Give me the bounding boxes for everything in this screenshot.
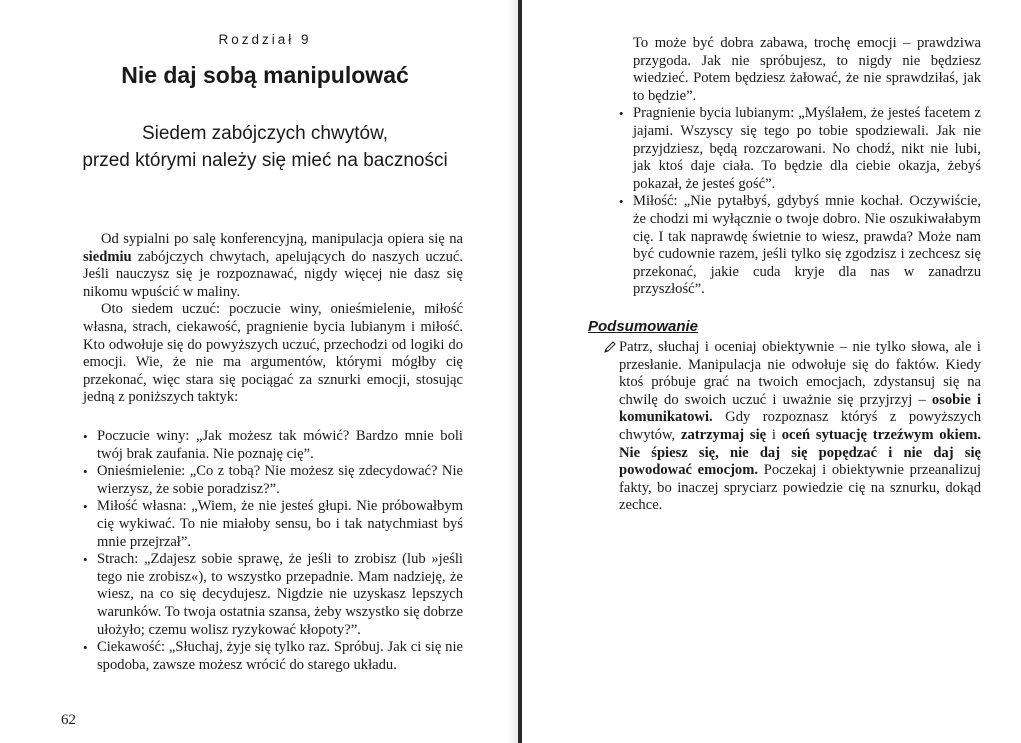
summary-bold-1: osobie i komunikatowi. <box>619 391 981 426</box>
right-page <box>522 0 1021 743</box>
intro-p1-before: Od sypialni po salę konferencyjną, manipulacja opiera się na <box>101 231 463 247</box>
summary-part-4: Poczekaj i obiektywnie przeanalizuj fakty, bo inaczej spryciarz powiedzie cię na sznurku, dokąd zechce. <box>619 462 981 514</box>
chapter-label: Rozdział 9 <box>218 32 312 47</box>
summary-part-2: Gdy rozpoznasz któryś z powyższych chwytów, <box>619 409 981 443</box>
intro-text <box>83 231 463 407</box>
pencil-icon <box>603 340 617 354</box>
list-item <box>83 639 463 674</box>
intro-paragraph-2: Oto siedem uczuć: poczucie winy, onieśmielenie, miłość własna, strach, ciekawość, pragnienie bycia lubianym i miłość. Kto odwołuje się do powyższych uczuć, przechodzi od logiki do emocji. Wie, że nie ma argumentów, którymi mógłby cię przekonać, więc stara się pociągać za sznurki emocji, stosując jedną z poniższych taktyk: <box>83 301 463 406</box>
continuation-text: To może być dobra zabawa, trochę emocji – prawdziwa przygoda. Jak nie spróbujesz, to nigdy nie będziesz wiedzieć. Potem będziesz żałować, że nie sprawdziłaś, jak to będzie”. <box>633 35 981 104</box>
list-item-text: Strach: „Zdajesz sobie sprawę, że jeśli to zrobisz (lub »jeśli tego nie zrobisz«), to wszystko przepadnie. Mam nadzieję, że wiesz, na co się decydujesz. Nigdzie nie uzyskasz lepszych warunków. To twoja ostatnia szansa, żeby wszystko się dobrze ułożyło; czemu wolisz ryzykować kłopoty?”. <box>97 551 463 638</box>
list-item <box>83 463 463 498</box>
subtitle-line-2: przed którymi należy się mieć na baczności <box>82 150 448 171</box>
chapter-subtitle <box>50 120 480 174</box>
list-item-text: Onieśmielenie: „Co z tobą? Nie możesz się zdecydować? Nie wierzysz, że sobie poradzisz?”. <box>97 463 463 497</box>
list-item-text: Pragnienie bycia lubianym: „Myślałem, że jesteś facetem z jajami. Wszyscy się tego po tobie spodziewali. Jak nie przyjdziesz, będą rozczarowani. No chodź, nikt nie lubi, jak ktoś daje ciała. To będzie dla ciebie okazja, żebyś pokazał, że jesteś gość”. <box>633 105 981 192</box>
bullet-icon: • <box>83 464 88 480</box>
summary-text <box>603 339 981 515</box>
list-item-text: Miłość: „Nie pytałbyś, gdybyś mnie kochał. Oczywiście, że chodzi mi wyłącznie o twoje dobro. Nie oszukiwałabym cię. I tak naprawdę świetnie to wiesz, prawda? Może nam być cudownie razem, jeśli tylko się zgodzisz i zechcesz się przekonać, jakie cuda kryje dla nas w zanadrzu przyszłość”. <box>633 193 981 298</box>
summary-part-3: i <box>766 426 782 443</box>
list-item-text: Ciekawość: „Słuchaj, żyje się tylko raz. Spróbuj. Jak ci się nie spodoba, zawsze możesz wrócić do starego układu. <box>97 639 463 673</box>
summary-bold-2: zatrzymaj się <box>680 426 767 443</box>
summary-block <box>603 339 981 515</box>
bullet-icon: • <box>619 106 624 122</box>
intro-p1-bold: siedmiu <box>83 248 132 265</box>
page-number: 62 <box>61 712 76 728</box>
list-item <box>83 498 463 551</box>
summary-part-1: Patrz, słuchaj i oceniaj obiektywnie – nie tylko słowa, ale i przesłanie. Manipulacja nie odwołuje się do faktów. Kiedy ktoś próbuje grać na twoich emocjach, zdystansuj się na chwilę do swoich uczuć i uważnie się przyjrzyj – <box>619 339 981 408</box>
right-page-text <box>619 35 981 299</box>
subtitle-line-1: Siedem zabójczych chwytów, <box>141 123 389 144</box>
list-item <box>83 551 463 639</box>
tactics-list-right <box>619 105 981 299</box>
list-item <box>619 105 981 193</box>
list-item-text: Miłość własna: „Wiem, że nie jesteś głupi. Nie próbowałbym cię wykiwać. To nie miałoby sensu, bo i tak natychmiast byś mnie przejrzał”. <box>97 498 463 550</box>
list-item-text: Poczucie winy: „Jak możesz tak mówić? Bardzo mnie boli twój brak zaufania. Nie poznaję cię”. <box>97 428 463 462</box>
bullet-icon: • <box>619 194 624 210</box>
bullet-icon: • <box>83 499 88 515</box>
list-item <box>619 193 981 299</box>
bullet-icon: • <box>83 552 88 568</box>
summary-heading: Podsumowanie <box>588 318 699 335</box>
bullet-icon: • <box>83 429 88 444</box>
tactics-list-left <box>83 428 463 674</box>
bullet-icon: • <box>83 640 88 656</box>
list-item <box>83 428 463 463</box>
chapter-title: Nie daj sobą manipulować <box>121 62 409 88</box>
intro-paragraph-1 <box>83 231 463 301</box>
intro-p1-after: zabójczych chwytach, apelujących do naszych uczuć. Jeśli nauczysz się je rozpoznawać, nigdy więcej nie dasz się nikomu wpuścić w maliny. <box>83 248 463 300</box>
summary-bold-3: oceń sytuację trzeźwym okiem. Nie śpiesz się, nie daj się popędzać i nie daj się powodować emocjom. <box>619 426 981 479</box>
